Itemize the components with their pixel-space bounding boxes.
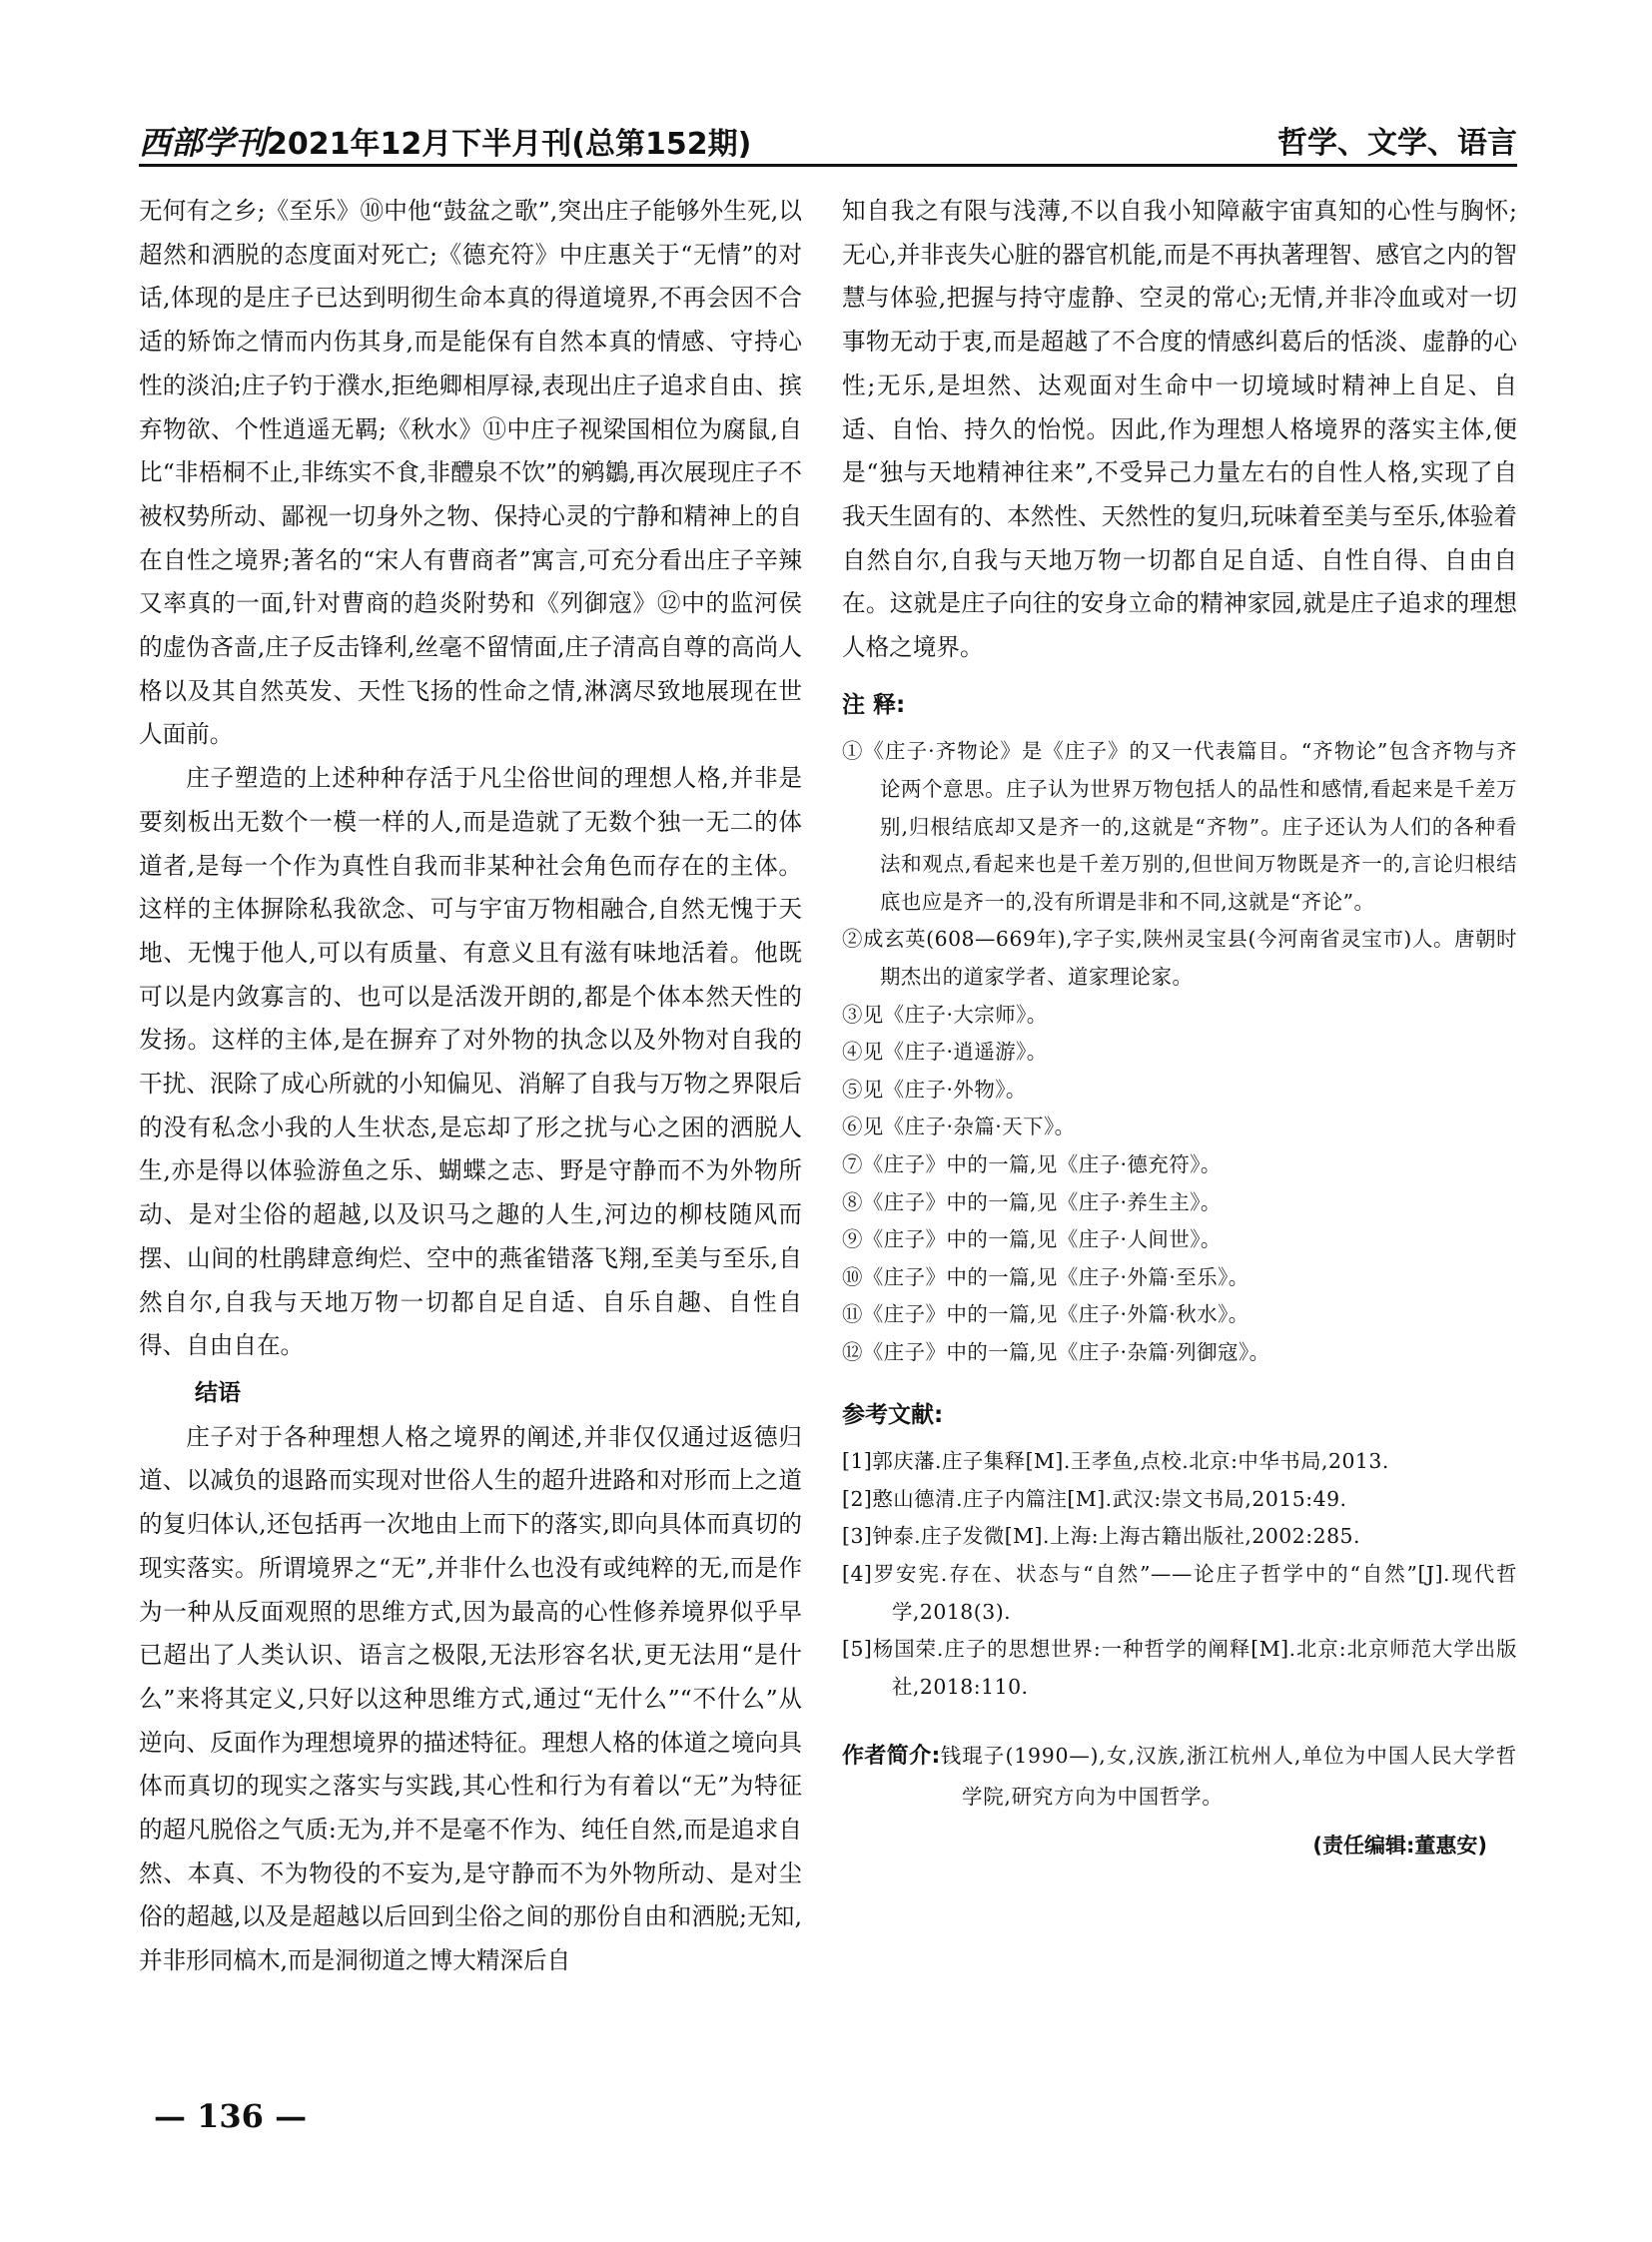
note-item: ①《庄子·齐物论》是《庄子》的又一代表篇目。“齐物论”包含齐物与齐论两个意思。庄子认为世界万物包括人的品性和感情,看起来是千差万别,归根结底却又是齐一的,这就是“齐物”。庄子还认为人们的各种看法和观点,看起来也是千差万别的,但世间万物既是齐一的,言论归根结底也应是齐一的,没有所谓是非和不同,这就是“齐论”。 xyxy=(842,739,1517,914)
note-item: ②成玄英(608—669年),字子实,陕州灵宝县(今河南省灵宝市)人。唐朝时期杰出的道家学者、道家理论家。 xyxy=(842,927,1517,989)
note-item: ⑨《庄子》中的一篇,见《庄子·人间世》。 xyxy=(842,1227,1222,1252)
reference-item: [3]钟泰.庄子发微[M].上海:上海古籍出版社,2002:285. xyxy=(842,1524,1361,1549)
note-item: ⑤见《庄子·外物》。 xyxy=(842,1077,1027,1102)
masthead xyxy=(139,118,751,164)
references-list xyxy=(842,1443,1517,1706)
reference-item: [4]罗安宪.存在、状态与“自然”——论庄子哲学中的“自然”[J].现代哲学,2018(3). xyxy=(842,1562,1517,1624)
notes-list xyxy=(842,733,1517,1371)
conclusion-heading: 结语 xyxy=(195,1379,241,1406)
paragraph: 庄子对于各种理想人格之境界的阐述,并非仅仅通过返德归道、以减负的退路而实现对世俗人生的超升进路和对形而上之道的复归体认,还包括再一次地由上而下的落实,即向具体而真切的现实落实。所谓境界之“无”,并非什么也没有或纯粹的无,而是作为一种从反面观照的思维方式,因为最高的心性修养境界似乎早已超出了人类认识、语言之极限,无法形容名状,更无法用“是什么”来将其定义,只好以这种思维方式,通过“无什么”“不什么”从逆向、反面作为理想境界的描述特征。理想人格的体道之境向具体而真切的现实之落实与实践,其心性和行为有着以“无”为特征的超凡脱俗之气质:无为,并不是毫不作为、纯任自然,而是追求自然、本真、不为物役的不妄为,是守静而不为外物所动、是对尘俗的超越,以及是超越以后回到尘俗之间的那份自由和洒脱;无知,并非形同槁木,而是洞彻道之博大精深后自 xyxy=(139,1422,802,1975)
author-text: 钱琨子(1990—),女,汉族,浙江杭州人,单位为中国人民大学哲学院,研究方向为中国哲学。 xyxy=(940,1744,1517,1810)
header-rule xyxy=(139,164,1517,167)
paragraph: 无何有之乡;《至乐》⑩中他“鼓盆之歌”,突出庄子能够外生死,以超然和洒脱的态度面对死亡;《德充符》中庄惠关于“无情”的对话,体现的是庄子已达到明彻生命本真的得道境界,不再会因不合适的矫饰之情而内伤其身,而是能保有自然本真的情感、守持心性的淡泊;庄子钓于濮水,拒绝卿相厚禄,表现出庄子追求自由、摈弃物欲、个性逍遥无羁;《秋水》⑪中庄子视梁国相位为腐鼠,自比“非梧桐不止,非练实不食,非醴泉不饮”的鹓鶵,再次展现庄子不被权势所动、鄙视一切身外之物、保持心灵的宁静和精神上的自在自性之境界;著名的“宋人有曹商者”寓言,可充分看出庄子辛辣又率真的一面,针对曹商的趋炎附势和《列御寇》⑫中的监河侯的虚伪吝啬,庄子反击锋利,丝毫不留情面,庄子清高自尊的高尚人格以及其自然英发、天性飞扬的性命之情,淋漓尽致地展现在世人面前。 xyxy=(139,197,802,749)
responsible-editor: (责任编辑:董惠安) xyxy=(1312,1834,1487,1859)
notes-heading: 注 释: xyxy=(842,691,906,718)
reference-item: [5]杨国荣.庄子的思想世界:一种哲学的阐释[M].北京:北京师范大学出版社,2018:110. xyxy=(842,1637,1517,1699)
reference-item: [2]憨山德清.庄子内篇注[M].武汉:崇文书局,2015:49. xyxy=(842,1486,1347,1511)
note-item: ⑩《庄子》中的一篇,见《庄子·外篇·至乐》。 xyxy=(842,1264,1249,1289)
section-title: 哲学、文学、语言 xyxy=(1277,126,1517,161)
author-label: 作者简介: xyxy=(842,1744,941,1770)
note-item: ④见《庄子·逍遥游》。 xyxy=(842,1040,1048,1065)
references-heading: 参考文献: xyxy=(842,1401,944,1428)
issue-info: 2021年12月下半月刊(总第152期) xyxy=(267,127,752,162)
journal-header xyxy=(139,112,1517,164)
note-item: ⑧《庄子》中的一篇,见《庄子·养生主》。 xyxy=(842,1189,1222,1214)
paragraph: 庄子塑造的上述种种存活于凡尘俗世间的理想人格,并非是要刻板出无数个一模一样的人,而是造就了无数个独一无二的体道者,是每一个作为真性自我而非某种社会角色而存在的主体。这样的主体摒除私我欲念、可与宇宙万物相融合,自然无愧于天地、无愧于他人,可以有质量、有意义且有滋有味地活着。他既可以是内敛寡言的、也可以是活泼开朗的,都是个体本然天性的发扬。这样的主体,是在摒弃了对外物的执念以及外物对自我的干扰、泯除了成心所就的小知偏见、消解了自我与万物之界限后的没有私念小我的人生状态,是忘却了形之扰与心之困的洒脱人生,亦是得以体验游鱼之乐、蝴蝶之志、野是守静而不为外物所动、是对尘俗的超越,以及识马之趣的人生,河边的柳枝随风而摆、山间的杜鹃肆意绚烂、空中的燕雀错落飞翔,至美与至乐,自然自尔,自我与天地万物一切都自足自适、自乐自趣、自性自得、自由自在。 xyxy=(139,764,802,1360)
note-item: ③见《庄子·大宗师》。 xyxy=(842,1002,1048,1027)
author-bio xyxy=(842,1736,1517,1817)
left-column xyxy=(139,190,802,1983)
paragraph: 知自我之有限与浅薄,不以自我小知障蔽宇宙真知的心性与胸怀;无心,并非丧失心脏的器官机能,而是不再执著理智、感官之内的智慧与体验,把握与持守虚静、空灵的常心;无情,并非冷血或对一切事物无动于衷,而是超越了不合度的情感纠葛后的恬淡、虚静的心性;无乐,是坦然、达观面对生命中一切境域时精神上自足、自适、自怡、持久的怡悦。因此,作为理想人格境界的落实主体,便是“独与天地精神往来”,不受异己力量左右的自性人格,实现了自我天生固有的、本然性、天然性的复归,玩味着至美与至乐,体验着自然自尔,自我与天地万物一切都自足自适、自性自得、自由自在。这就是庄子向往的安身立命的精神家园,就是庄子追求的理想人格之境界。 xyxy=(842,197,1517,662)
page-number: — 136 — xyxy=(154,2097,308,2135)
note-item: ⑦《庄子》中的一篇,见《庄子·德充符》。 xyxy=(842,1151,1222,1176)
right-column xyxy=(842,190,1517,1868)
note-item: ⑪《庄子》中的一篇,见《庄子·外篇·秋水》。 xyxy=(842,1302,1249,1327)
reference-item: [1]郭庆藩.庄子集释[M].王孝鱼,点校.北京:中华书局,2013. xyxy=(842,1449,1389,1474)
journal-logo: 西部学刊 xyxy=(139,124,268,162)
note-item: ⑫《庄子》中的一篇,见《庄子·杂篇·列御寇》。 xyxy=(842,1339,1270,1364)
note-item: ⑥见《庄子·杂篇·天下》。 xyxy=(842,1115,1076,1139)
